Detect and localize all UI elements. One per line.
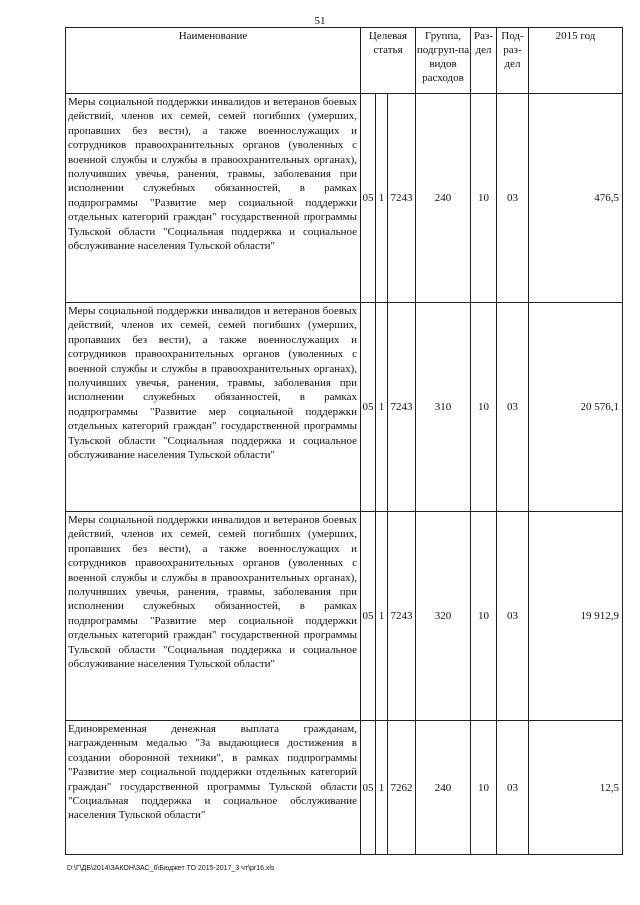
row-expense-group: 240 (416, 721, 471, 855)
row-code-direction: 7243 (388, 512, 416, 721)
row-subsection: 03 (497, 94, 529, 303)
row-section: 10 (471, 721, 497, 855)
file-path-footer: D:\Г\ДБ\2014\ЗАКОН\ЗАС_6\Бюджет ТО 2015-2017_3 чт\pr16.xls (67, 865, 275, 872)
table-row (66, 721, 623, 855)
table-row (66, 303, 623, 512)
row-amount: 20 576,1 (529, 303, 623, 512)
row-subsection: 03 (497, 721, 529, 855)
row-code-subprogram: 1 (376, 512, 388, 721)
budget-table (65, 27, 623, 855)
row-name: Меры социальной поддержки инвалидов и ветеранов боевых действий, членов их семей, семей погибших (умерших, пропавших без вести), а также военнослужащих и сотрудников правоохранительных органов (уволенных с военной службы и службы в правоохранительных органах), получивших увечья, ранения, травмы, заболевания при исполнении служебных обязанностей, в рамках подпрограммы "Развитие мер социальной поддержки отдельных категорий граждан" государственной программы Тульской области "Социальная поддержка и социальное обслуживание населения Тульской области" (66, 94, 361, 303)
row-subsection: 03 (497, 512, 529, 721)
row-subsection: 03 (497, 303, 529, 512)
page-number: 51 (314, 15, 326, 27)
row-code-direction: 7243 (388, 303, 416, 512)
row-code-direction: 7262 (388, 721, 416, 855)
header-subsection: Под-раз-дел (497, 28, 529, 94)
row-code-direction: 7243 (388, 94, 416, 303)
row-section: 10 (471, 94, 497, 303)
row-expense-group: 310 (416, 303, 471, 512)
header-section: Раз-дел (471, 28, 497, 94)
table-row (66, 94, 623, 303)
row-name: Меры социальной поддержки инвалидов и ветеранов боевых действий, членов их семей, семей погибших (умерших, пропавших без вести), а также военнослужащих и сотрудников правоохранительных органов (уволенных с военной службы и службы в правоохранительных органах), получивших увечья, ранения, травмы, заболевания при исполнении служебных обязанностей, в рамках подпрограммы "Развитие мер социальной поддержки отдельных категорий граждан" государственной программы Тульской области "Социальная поддержка и социальное обслуживание населения Тульской области" (66, 303, 361, 512)
header-name: Наименование (66, 28, 361, 94)
row-code-program: 05 (361, 721, 376, 855)
header-target-article: Целевая статья (361, 28, 416, 94)
row-code-subprogram: 1 (376, 721, 388, 855)
row-code-program: 05 (361, 512, 376, 721)
row-code-subprogram: 1 (376, 94, 388, 303)
header-year: 2015 год (529, 28, 623, 94)
row-name: Меры социальной поддержки инвалидов и ветеранов боевых действий, членов их семей, семей погибших (умерших, пропавших без вести), а также военнослужащих и сотрудников правоохранительных органов (уволенных с военной службы и службы в правоохранительных органах), получивших увечья, ранения, травмы, заболевания при исполнении служебных обязанностей, в рамках подпрограммы "Развитие мер социальной поддержки отдельных категорий граждан" государственной программы Тульской области "Социальная поддержка и социальное обслуживание населения Тульской области" (66, 512, 361, 721)
row-amount: 19 912,9 (529, 512, 623, 721)
row-code-subprogram: 1 (376, 303, 388, 512)
row-expense-group: 320 (416, 512, 471, 721)
row-section: 10 (471, 512, 497, 721)
row-code-program: 05 (361, 303, 376, 512)
row-expense-group: 240 (416, 94, 471, 303)
row-name: Единовременная денежная выплата гражданам, награжденным медалью "За выдающиеся достижения в создании оборонной техники", в рамках подпрограммы "Развитие мер социальной поддержки отдельных категорий граждан" государственной программы Тульской области "Социальная поддержка и социальное обслуживание населения Тульской области" (66, 721, 361, 855)
table-row (66, 512, 623, 721)
table-header-row (66, 28, 623, 94)
row-section: 10 (471, 303, 497, 512)
row-amount: 476,5 (529, 94, 623, 303)
row-amount: 12,5 (529, 721, 623, 855)
header-expense-group: Группа, подгруп-па видов расходов (416, 28, 471, 94)
row-code-program: 05 (361, 94, 376, 303)
